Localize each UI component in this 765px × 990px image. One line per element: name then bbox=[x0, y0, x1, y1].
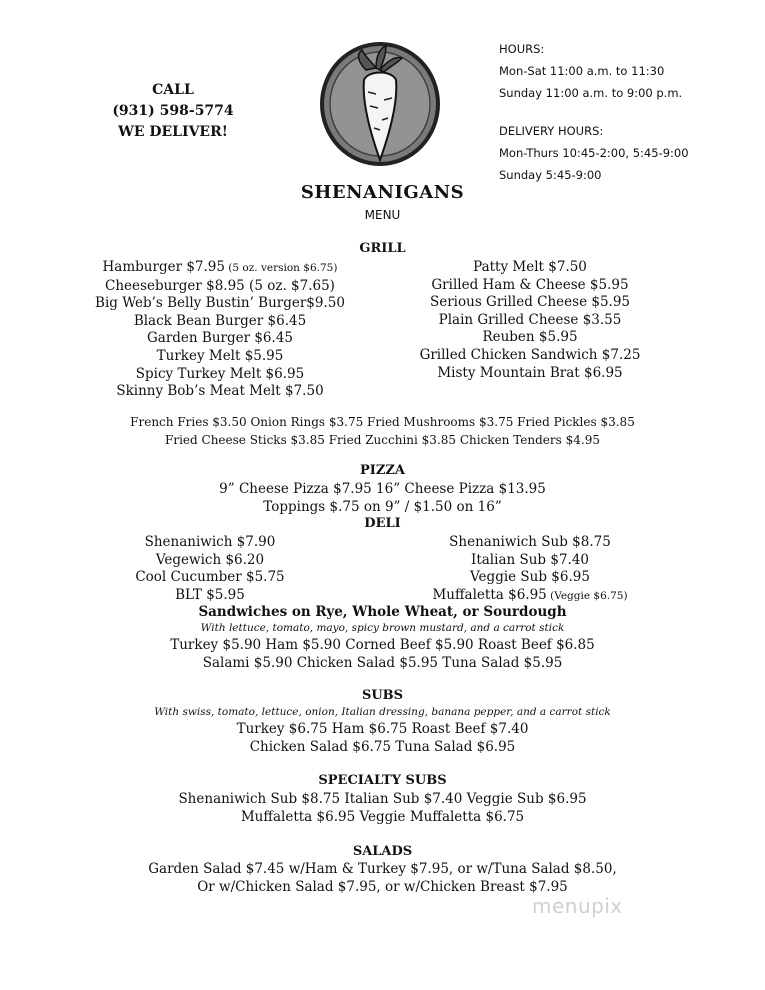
menu-item: Misty Mountain Brat $6.95 bbox=[437, 364, 623, 381]
menu-item: Vegewich $6.20 bbox=[155, 551, 265, 568]
grill-right-column bbox=[410, 259, 650, 382]
menu-item: Spicy Turkey Melt $6.95 bbox=[135, 365, 305, 382]
pizza-items bbox=[0, 481, 765, 516]
menu-item: Reuben $5.95 bbox=[482, 329, 578, 346]
menu-item: Black Bean Burger $6.45 bbox=[133, 312, 307, 329]
salads-line: Garden Salad $7.45 w/Ham & Turkey $7.95, or w/Tuna Salad $8.50, bbox=[148, 861, 617, 877]
salads-heading: SALADS bbox=[352, 844, 413, 859]
sandwiches-heading: Sandwiches on Rye, Whole Wheat, or Sourdough bbox=[198, 604, 567, 620]
pizza-toppings: Toppings $.75 on 9” / $1.50 on 16” bbox=[263, 498, 502, 515]
subs-line: Chicken Salad $6.75 Tuna Salad $6.95 bbox=[249, 738, 516, 755]
hours-title: HOURS: bbox=[499, 42, 545, 56]
sandwiches-note: With lettuce, tomato, mayo, spicy brown mustard, and a carrot stick bbox=[200, 622, 565, 634]
sandwich-line: Turkey $5.90 Ham $5.90 Corned Beef $5.90 Roast Beef $6.85 bbox=[170, 637, 595, 653]
deli-heading: DELI bbox=[364, 516, 401, 531]
menu-item: Plain Grilled Cheese $3.55 bbox=[438, 311, 622, 328]
specialty-line: Muffaletta $6.95 Veggie Muffaletta $6.75 bbox=[240, 808, 525, 825]
salads-line: Or w/Chicken Salad $7.95, or w/Chicken Breast $7.95 bbox=[197, 878, 568, 895]
menu-item: Grilled Chicken Sandwich $7.25 bbox=[419, 346, 641, 363]
menu-item: Skinny Bob’s Meat Melt $7.50 bbox=[116, 383, 324, 400]
specialty-subs-items bbox=[0, 791, 765, 826]
restaurant-title: SHENANIGANS bbox=[300, 182, 465, 203]
deli-left-column bbox=[110, 534, 310, 604]
delivery-hours-mon-thurs: Mon-Thurs 10:45-2:00, 5:45-9:00 bbox=[499, 146, 689, 160]
specialty-subs-heading: SPECIALTY SUBS bbox=[318, 773, 447, 788]
phone-number[interactable]: (931) 598-5774 bbox=[112, 103, 234, 119]
delivery-notice: WE DELIVER! bbox=[118, 124, 228, 140]
delivery-hours-sunday: Sunday 5:45-9:00 bbox=[499, 168, 602, 182]
menu-item: Veggie Sub $6.95 bbox=[470, 569, 590, 586]
menu-subtitle: MENU bbox=[364, 208, 401, 222]
sandwich-line: Salami $5.90 Chicken Salad $5.95 Tuna Salad $5.95 bbox=[202, 654, 563, 671]
hours-block bbox=[499, 38, 689, 186]
watermark-logo: menupix bbox=[532, 894, 623, 918]
grill-heading: GRILL bbox=[359, 241, 406, 256]
salads-items bbox=[0, 861, 765, 896]
menu-item: Garden Burger $6.45 bbox=[147, 330, 293, 347]
menu-item: Cheeseburger $8.95 (5 oz. $7.65) bbox=[105, 277, 335, 294]
carrot-in-circle-icon bbox=[318, 40, 443, 167]
menu-item: Patty Melt $7.50 bbox=[473, 259, 587, 275]
menu-item: Turkey Melt $5.95 bbox=[156, 347, 284, 364]
sandwiches-items bbox=[0, 637, 765, 672]
pizza-heading: PIZZA bbox=[360, 463, 405, 478]
delivery-hours-title: DELIVERY HOURS: bbox=[499, 124, 604, 138]
menu-item: Muffaletta $6.95 (Veggie $6.75) bbox=[432, 586, 628, 603]
specialty-line: Shenaniwich Sub $8.75 Italian Sub $7.40 Veggie Sub $6.95 bbox=[178, 791, 587, 807]
menu-item: BLT $5.95 bbox=[175, 586, 245, 603]
menu-item: Shenaniwich Sub $8.75 bbox=[449, 534, 611, 550]
subs-note: With swiss, tomato, lettuce, onion, Italian dressing, banana pepper, and a carrot stick bbox=[154, 706, 611, 718]
sides-list bbox=[0, 414, 765, 449]
menu-item: Grilled Ham & Cheese $5.95 bbox=[431, 276, 629, 293]
call-block bbox=[88, 80, 258, 143]
deli-right-column bbox=[410, 534, 650, 605]
sides-line: Fried Cheese Sticks $3.85 Fried Zucchini $3.85 Chicken Tenders $4.95 bbox=[165, 432, 600, 447]
menu-item: Cool Cucumber $5.75 bbox=[135, 569, 285, 586]
subs-items bbox=[0, 721, 765, 756]
subs-heading: SUBS bbox=[361, 688, 404, 703]
menu-item: Big Web’s Belly Bustin’ Burger$9.50 bbox=[95, 295, 345, 312]
subs-line: Turkey $6.75 Ham $6.75 Roast Beef $7.40 bbox=[236, 721, 529, 737]
hours-sunday: Sunday 11:00 a.m. to 9:00 p.m. bbox=[499, 86, 683, 100]
grill-left-column bbox=[60, 259, 380, 401]
hours-mon-sat: Mon-Sat 11:00 a.m. to 11:30 bbox=[499, 64, 665, 78]
menu-item: Shenaniwich $7.90 bbox=[144, 534, 276, 550]
menu-item: Hamburger $7.95 (5 oz. version $6.75) bbox=[102, 259, 338, 275]
menu-item: Italian Sub $7.40 bbox=[471, 551, 589, 568]
call-label: CALL bbox=[152, 82, 194, 98]
pizza-line: 9” Cheese Pizza $7.95 16” Cheese Pizza $13.95 bbox=[219, 481, 546, 497]
sides-line: French Fries $3.50 Onion Rings $3.75 Fried Mushrooms $3.75 Fried Pickles $3.85 bbox=[130, 415, 635, 429]
menu-item: Serious Grilled Cheese $5.95 bbox=[429, 294, 631, 311]
